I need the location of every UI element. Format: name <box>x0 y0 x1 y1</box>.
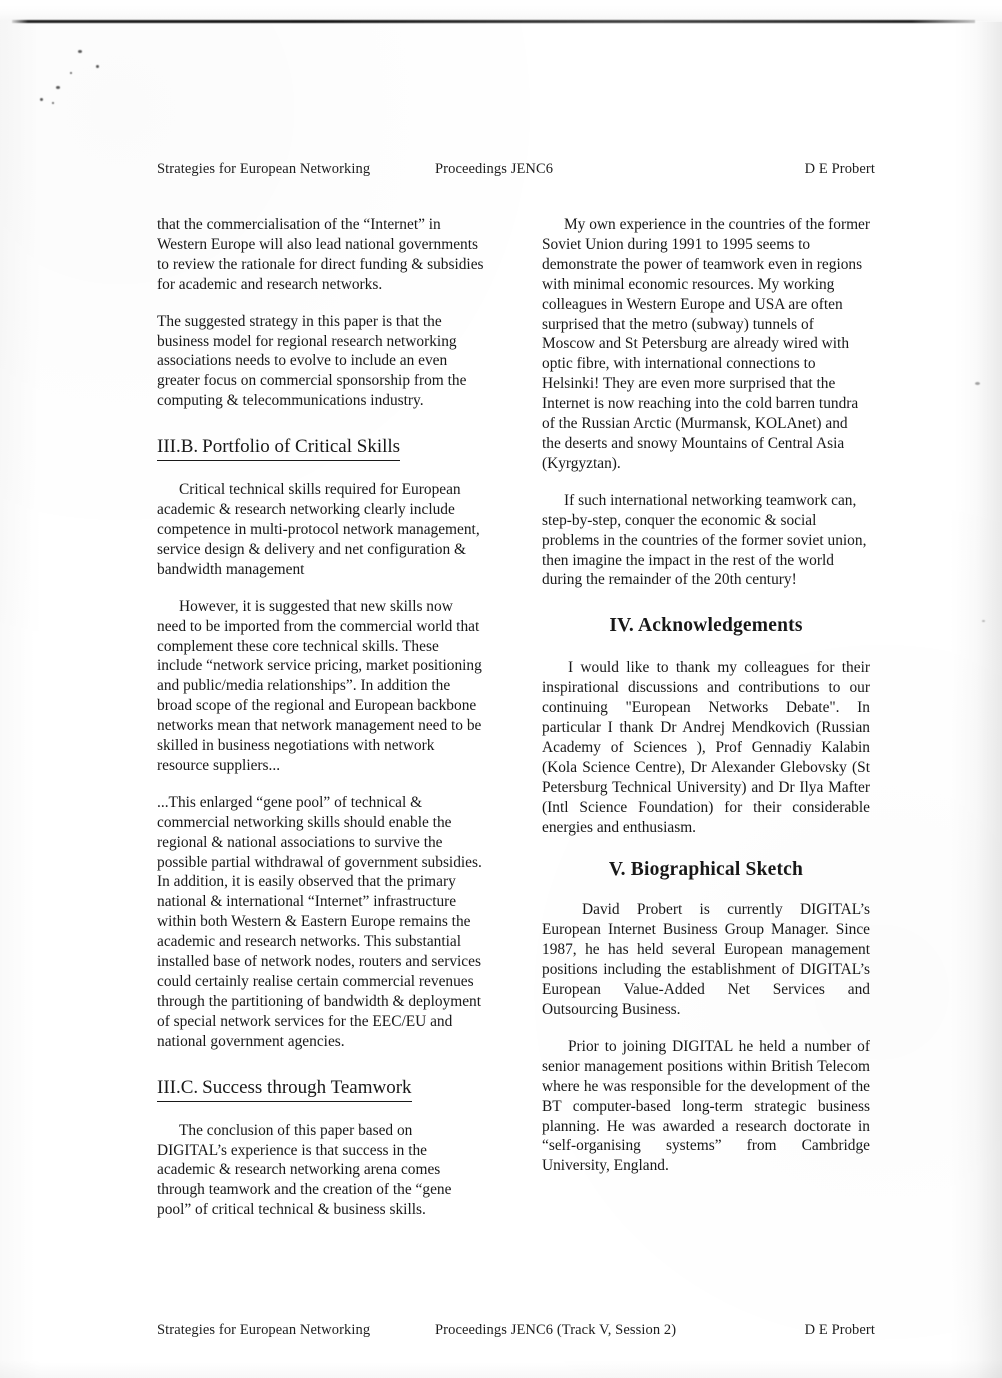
running-head-left: Strategies for European Networking <box>157 161 371 177</box>
paragraph-if-such-teamwork: If such international networking teamwork can, step-by-step, conquer the economic & social problems in the countries of the former soviet union, then imagine the impact in the rest of the world during the remainder of the 20th century! <box>542 491 867 589</box>
running-foot-right: D E Probert <box>804 1322 875 1338</box>
scan-speck <box>56 86 60 89</box>
scan-speck <box>78 50 82 53</box>
paragraph-suggested-strategy: The suggested strategy in this paper is that the business model for regional research networking associations needs to evolve to include an even greater focus on commercial sponsorship from the computing & telecommunications industry. <box>157 312 467 410</box>
scan-speck <box>96 65 99 68</box>
paragraph-gene-pool: ...This enlarged “gene pool” of technical & commercial networking skills should enable the regional & national associations to survive the possible partial withdrawal of government subsidies. In addition, it is easily observed that the primary national & international “Internet” infrastructure within both Western & Eastern Europe remains the academic and research networks. This substantial installed base of network nodes, routers and services could certainly realise certain commercial revenues through the partitioning of bandwidth & deployment of special network services for the EEC/EU and national government agencies. <box>157 793 482 1050</box>
scan-top-haze <box>0 0 1002 21</box>
running-foot-left: Strategies for European Networking <box>157 1322 371 1338</box>
running-head <box>157 161 875 178</box>
heading-iiib-number: III.B. <box>157 436 199 458</box>
paragraph-bio-current-role: David Probert is currently DIGITAL’s European Internet Business Group Manager. Since 1987, he has held several European management positions including the establishment of DIGITAL’s European Value-Added Net Services and Outsourcing Business. <box>542 901 870 1018</box>
scan-speck <box>70 72 72 74</box>
running-head-center: Proceedings JENC6 <box>435 161 554 177</box>
column-right <box>542 215 870 1193</box>
heading-iiib-title: Portfolio of Critical Skills <box>202 436 401 458</box>
heading-v-biographical-sketch: V. Biographical Sketch <box>608 859 804 881</box>
heading-iv-acknowledgements: IV. Acknowledgements <box>609 615 803 637</box>
scan-bottom-edge-shadow <box>0 1360 1002 1378</box>
paragraph-however-new-skills: However, it is suggested that new skills now need to be imported from the commercial world that complement these core technical skills. These include “network service pricing, market positioning and public/media relationships”. In addition the broad scope of the regional and European backbone networks mean that network management need to be skilled in business negotiations with network resource suppliers... <box>157 597 482 774</box>
heading-iiib-wrapper <box>157 428 485 480</box>
scan-right-edge-shadow <box>976 22 1002 1378</box>
heading-iiic-wrapper <box>157 1069 485 1121</box>
body-columns <box>157 215 875 1290</box>
paragraph-commercialisation: that the commercialisation of the “Internet” in Western Europe will also lead national governments to review the rationale for direct funding & subsidies for academic and research networks. <box>157 216 484 293</box>
heading-iiic-title: Success through Teamwork <box>202 1076 412 1098</box>
running-foot <box>157 1322 875 1339</box>
running-head-right: D E Probert <box>804 161 875 177</box>
running-foot-center: Proceedings JENC6 (Track V, Session 2) <box>435 1322 677 1338</box>
scan-speck <box>40 98 43 101</box>
paragraph-critical-skills: Critical technical skills required for European academic & research networking clearly include competence in multi-protocol network management, service design & delivery and net configuration & bandwidth management <box>157 481 480 578</box>
scan-speck <box>975 382 980 385</box>
paragraph-acknowledgements: I would like to thank my colleagues for their inspirational discussions and contributions to our continuing "European Networks Debate". In particular I thank Dr Andrej Mendkovich (Russian Academy of Sciences ), Prof Gennadiy Kalabin (Kola Science Centre), Dr Alexander Glebovsky (St Petersburg Technical University) and Dr Ilya Mafter (Intl Science Foundation) for their considerable energies and enthusiasm. <box>542 659 870 836</box>
paragraph-bio-prior-career: Prior to joining DIGITAL he held a number of senior management positions within British Telecom where he was responsible for the development of the BT computer-based long-term strategic business planning. He was awarded a research doctorate in “self-organising systems” from Cambridge University, England. <box>542 1037 870 1175</box>
heading-iiic <box>157 1076 412 1102</box>
paragraph-conclusion: The conclusion of this paper based on DIGITAL’s experience is that success in the academic & research networking arena comes through teamwork and the creation of the “gene pool” of critical technical & business skills. <box>157 1121 452 1219</box>
column-left <box>157 215 485 1237</box>
heading-iiib <box>157 435 400 461</box>
heading-iiic-number: III.C. <box>157 1076 199 1098</box>
scan-platen-edge-line <box>12 20 975 23</box>
scan-speck <box>52 102 54 104</box>
scan-speck <box>982 620 985 622</box>
paragraph-soviet-experience: My own experience in the countries of the former Soviet Union during 1991 to 1995 seems to demonstrate the power of teamwork even in regions with minimal economic resources. My working colleagues in Western Europe and USA are often surprised that the metro (subway) tunnels of Moscow and St Petersburg are already wired with optic fibre, with international connections to Helsinki! They are even more surprised that the Internet is now reaching into the cold barren tundra of the Russian Arctic (Murmansk, KOLAnet) and the deserts and snowy Mountains of Central Asia (Kyrgyztan). <box>542 216 870 472</box>
